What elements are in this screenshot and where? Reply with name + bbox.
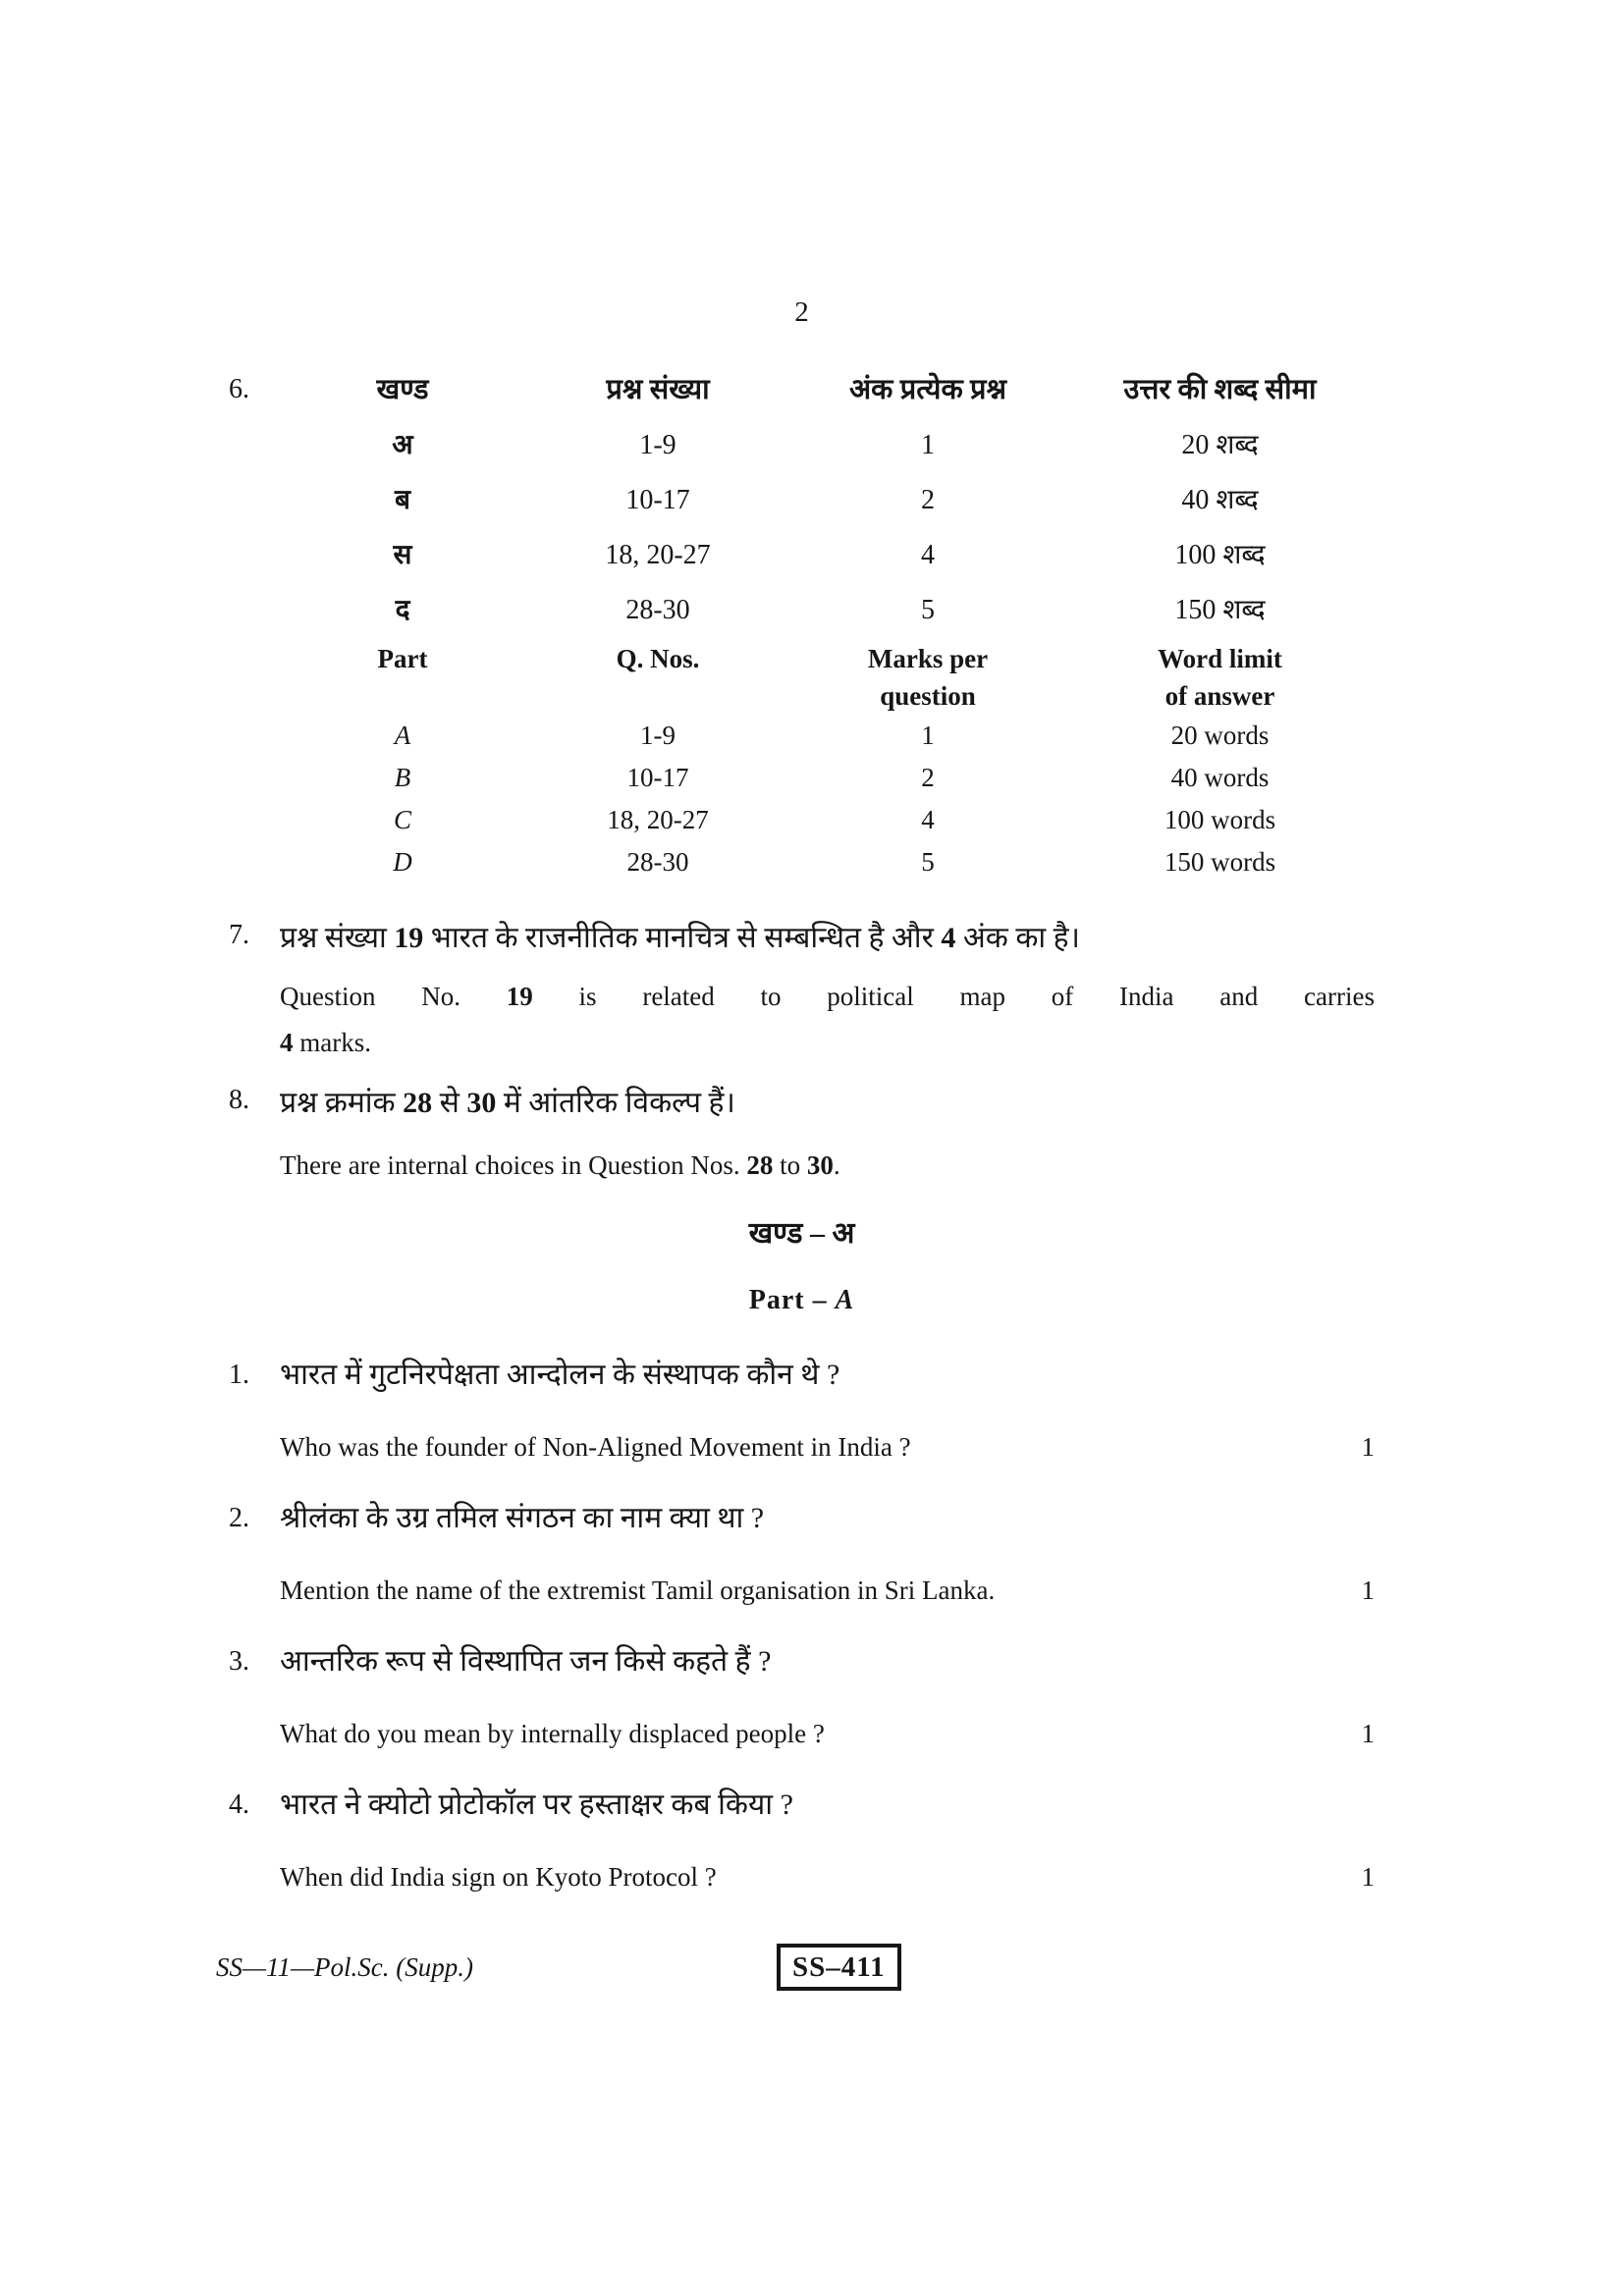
bold-number: 28	[746, 1150, 774, 1180]
table-header-cell	[1065, 640, 1375, 715]
question-text-english: When did India sign on Kyoto Protocol ?	[280, 1862, 717, 1892]
text-segment: .	[833, 1150, 840, 1180]
table-cell: A	[394, 721, 411, 750]
marks-value: 1	[1361, 1719, 1375, 1748]
english-line	[280, 974, 1375, 1020]
text-segment: भारत के राजनीतिक मानचित्र से सम्बन्धित है और	[423, 922, 942, 954]
question-number: 1.	[229, 1360, 249, 1390]
table-cell: 18, 20-27	[605, 540, 711, 570]
table-cell: 20 words	[1170, 721, 1270, 750]
table-header-cell: अंक प्रत्येक प्रश्न	[849, 374, 1006, 405]
table-cell: 40 words	[1170, 763, 1270, 792]
question-1	[229, 1350, 1375, 1471]
table-cell: 2	[921, 485, 935, 515]
question-english-row	[280, 1566, 1375, 1615]
table-cell: 4	[921, 805, 935, 834]
footer-paper-code: SS—11—Pol.Sc. (Supp.)	[216, 1952, 473, 1982]
section-letter: A	[835, 1285, 855, 1315]
question-3	[229, 1636, 1375, 1758]
instruction-8-hindi	[280, 1078, 1375, 1129]
table-row	[280, 841, 1375, 883]
text-segment: से	[432, 1087, 467, 1119]
instruction-7-hindi	[280, 913, 1375, 964]
bold-number: 30	[466, 1087, 497, 1119]
table-row	[280, 522, 1375, 577]
text-segment: प्रश्न संख्या	[280, 922, 395, 954]
table-cell: 1	[921, 430, 935, 460]
schedule-table	[280, 367, 1375, 883]
instruction-8-english	[280, 1143, 1375, 1189]
text-segment: to	[773, 1150, 807, 1180]
table-header-line: of answer	[1164, 681, 1275, 711]
table-cell: 18, 20-27	[607, 805, 709, 834]
table-cell: C	[393, 805, 411, 834]
bold-number: 19	[506, 982, 533, 1011]
bold-number: 19	[394, 922, 424, 954]
table-cell: D	[393, 847, 412, 877]
table-cell: 4	[921, 540, 935, 570]
instruction-7	[229, 913, 1375, 1066]
text-segment: में आंतरिक विकल्प हैं।	[496, 1087, 735, 1119]
table-cell: 10-17	[626, 763, 689, 792]
section-heading-hindi: खण्ड – अ	[748, 1217, 855, 1250]
table-row	[280, 715, 1375, 757]
page-number: 2	[794, 296, 809, 328]
instruction-8-number: 8.	[229, 1085, 249, 1115]
text-segment: Question No.	[280, 982, 507, 1011]
table-cell: 100 शब्द	[1174, 540, 1266, 570]
bold-number: 30	[806, 1150, 834, 1180]
question-text-english: Who was the founder of Non-Aligned Movement in India ?	[280, 1432, 911, 1462]
question-text-hindi: आन्तरिक रूप से विस्थापित जन किसे कहते हैं ?	[280, 1645, 772, 1678]
question-text-english: Mention the name of the extremist Tamil organisation in Sri Lanka.	[280, 1575, 996, 1605]
question-text-english: What do you mean by internally displaced people ?	[280, 1719, 825, 1748]
marks-value: 1	[1361, 1432, 1375, 1462]
text-segment: प्रश्न क्रमांक	[280, 1087, 404, 1119]
question-number: 4.	[229, 1789, 249, 1820]
table-row	[280, 757, 1375, 799]
table-header-cell	[790, 640, 1065, 715]
instruction-6-number: 6.	[229, 374, 249, 404]
table-cell: 2	[921, 763, 935, 792]
bold-number: 4	[941, 922, 956, 954]
table-cell: 28-30	[626, 847, 689, 877]
table-cell: 40 शब्द	[1181, 485, 1259, 515]
instruction-6	[229, 367, 1375, 883]
table-row	[280, 577, 1375, 632]
table-row	[280, 799, 1375, 841]
bold-number: 28	[403, 1087, 433, 1119]
table-cell: 5	[921, 595, 935, 625]
table-header-line: Word limit	[1158, 644, 1282, 673]
question-2	[229, 1493, 1375, 1615]
question-4	[229, 1780, 1375, 1901]
table-cell: 5	[921, 847, 935, 877]
section-heading-english	[229, 1279, 1375, 1322]
question-text-hindi: श्रीलंका के उग्र तमिल संगठन का नाम क्या था ?	[280, 1502, 765, 1534]
text-segment: is related to political map of India and carries	[532, 982, 1375, 1011]
table-header-cell: खण्ड	[376, 374, 429, 405]
table-cell: ब	[395, 485, 410, 515]
question-english-row	[280, 1709, 1375, 1758]
text-segment: There are internal choices in Question Nos.	[280, 1150, 747, 1180]
table-cell: 100 words	[1163, 805, 1276, 834]
table-cell: 10-17	[625, 485, 690, 515]
instruction-7-number: 7.	[229, 920, 249, 950]
text-segment: marks.	[293, 1028, 371, 1057]
table-english-header-row	[280, 640, 1375, 715]
instruction-8	[229, 1078, 1375, 1189]
table-cell: 20 शब्द	[1181, 430, 1259, 460]
table-cell: अ	[392, 430, 413, 460]
question-english-row	[280, 1852, 1375, 1901]
text-segment: Part –	[748, 1285, 836, 1315]
paper-code-box: SS–411	[777, 1944, 901, 1991]
table-header-cell: Q. Nos.	[616, 644, 700, 673]
table-hindi-header-row	[280, 367, 1375, 412]
table-cell: 1-9	[639, 430, 676, 460]
table-header-cell: प्रश्न संख्या	[606, 374, 710, 405]
english-line	[280, 1020, 1375, 1066]
table-cell: B	[394, 763, 411, 792]
table-cell: 1-9	[640, 721, 676, 750]
question-text-hindi: भारत में गुटनिरपेक्षता आन्दोलन के संस्थापक कौन थे ?	[280, 1359, 840, 1391]
table-header-line: question	[880, 681, 976, 711]
table-cell: 150 words	[1163, 847, 1276, 877]
table-header-cell: उत्तर की शब्द सीमा	[1123, 374, 1317, 405]
question-number: 2.	[229, 1503, 249, 1533]
instruction-7-english	[280, 974, 1375, 1066]
table-cell: स	[393, 540, 412, 570]
question-english-row	[280, 1422, 1375, 1471]
table-cell: 28-30	[625, 595, 690, 625]
marks-value: 1	[1361, 1862, 1375, 1892]
table-header-cell: Part	[377, 644, 428, 673]
bold-number: 4	[280, 1028, 294, 1057]
question-number: 3.	[229, 1646, 249, 1677]
marks-value: 1	[1361, 1575, 1375, 1605]
question-text-hindi: भारत ने क्योटो प्रोटोकॉल पर हस्ताक्षर कब किया ?	[280, 1789, 793, 1821]
table-row	[280, 412, 1375, 467]
text-segment: अंक का है।	[955, 922, 1080, 954]
table-header-line: Marks per	[867, 644, 989, 673]
table-cell: 1	[921, 721, 935, 750]
table-row	[280, 467, 1375, 522]
table-cell: द	[395, 595, 410, 625]
table-cell: 150 शब्द	[1174, 595, 1266, 625]
